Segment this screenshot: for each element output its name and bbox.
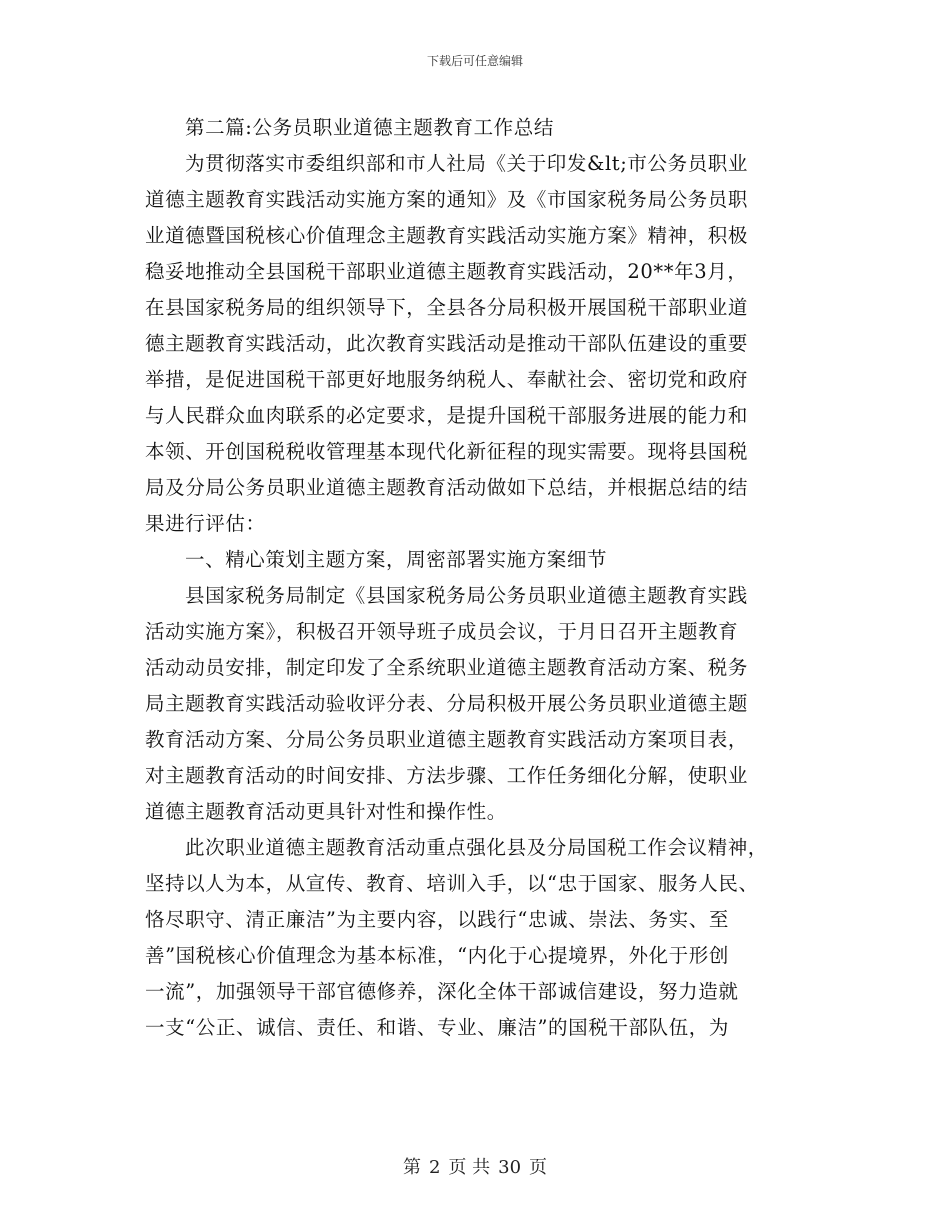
text-line: 为贯彻落实市委组织部和市人社局《关于印发&lt;市公务员职业: [185, 152, 749, 175]
text-line: 县国家税务局制定《县国家税务局公务员职业道德主题教育实践: [185, 584, 748, 607]
text-line: 第二篇:公务员职业道德主题教育工作总结: [185, 116, 554, 139]
text-line: 果进行评估：: [145, 512, 266, 535]
text-line: 此次职业道德主题教育活动重点强化县及分局国税工作会议精神，: [185, 836, 768, 859]
text-line: 本领、开创国税税收管理基本现代化新征程的现实需要。现将县国税: [145, 440, 749, 463]
text-line: 教育活动方案、分局公务员职业道德主题教育实践活动方案项目表，: [145, 728, 749, 751]
text-line: 举措，是促进国税干部更好地服务纳税人、奉献社会、密切党和政府: [145, 368, 749, 391]
text-line: 局主题教育实践活动验收评分表、分局积极开展公务员职业道德主题: [145, 692, 749, 715]
text-line: 道德主题教育实践活动实施方案的通知》及《市国家税务局公务员职: [145, 188, 749, 211]
text-line: 坚持以人为本，从宣传、教育、培训入手，以“忠于国家、服务人民、: [145, 872, 759, 895]
text-line: 业道德暨国税核心价值理念主题教育实践活动实施方案》精神，积极: [145, 224, 749, 247]
text-line: 与人民群众血肉联系的必定要求，是提升国税干部服务进展的能力和: [145, 404, 749, 427]
text-line: 活动实施方案》，积极召开领导班子成员会议，于月日召开主题教育: [145, 620, 739, 643]
footer-middle: 页 共: [448, 1157, 491, 1178]
text-line: 一、精心策划主题方案，周密部署实施方案细节: [185, 548, 608, 571]
footer-page-number: 2: [428, 1157, 441, 1178]
text-line: 一流”，加强领导干部官德修养，深化全体干部诚信建设，努力造就: [145, 980, 739, 1003]
page-footer: [0, 1153, 950, 1179]
text-line: 在县国家税务局的组织领导下，全县各分局积极开展国税干部职业道: [145, 296, 749, 319]
text-line: 道德主题教育活动更具针对性和操作性。: [145, 800, 507, 823]
footer-prefix: 第: [402, 1157, 421, 1178]
text-line: 稳妥地推动全县国税干部职业道德主题教育实践活动，20**年3月，: [145, 260, 748, 283]
text-line: 德主题教育实践活动，此次教育实践活动是推动干部队伍建设的重要: [145, 332, 749, 355]
text-line: 局及分局公务员职业道德主题教育活动做如下总结，并根据总结的结: [145, 476, 749, 499]
text-line: 恪尽职守、清正廉洁”为主要内容，以践行“忠诚、崇法、务实、至: [145, 908, 729, 931]
page-header: 下载后可任意编辑: [426, 54, 523, 68]
text-line: 活动动员安排，制定印发了全系统职业道德主题教育活动方案、税务: [145, 656, 749, 679]
text-line: 善”国税核心价值理念为基本标准，“内化于心提境界，外化于形创: [145, 944, 729, 967]
text-line: 对主题教育活动的时间安排、方法步骤、工作任务细化分解，使职业: [145, 764, 749, 787]
footer-total-pages: 30: [498, 1157, 522, 1178]
text-line: 一支“公正、诚信、责任、和谐、专业、廉洁”的国税干部队伍，为: [145, 1016, 729, 1039]
footer-suffix: 页: [529, 1157, 548, 1178]
document-body: [145, 110, 805, 1046]
